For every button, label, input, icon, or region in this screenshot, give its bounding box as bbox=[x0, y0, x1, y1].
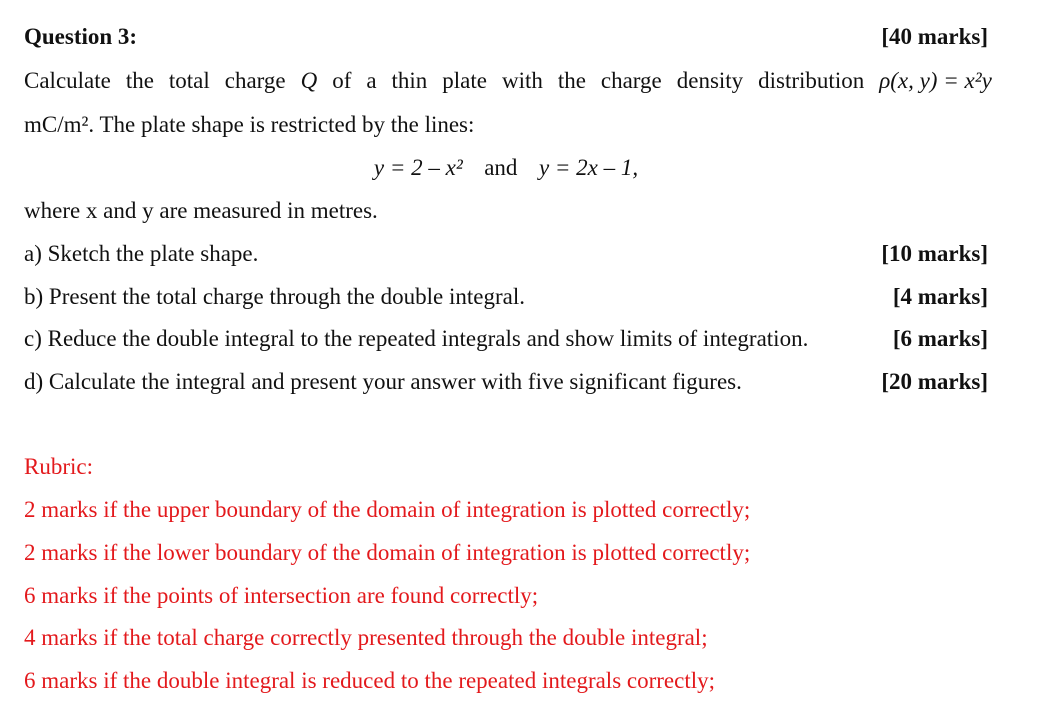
intro-word: of bbox=[332, 68, 352, 93]
where-line: where x and y are measured in metres. bbox=[24, 198, 378, 223]
density-formula: ρ(x, y) = x²y bbox=[879, 68, 992, 93]
rubric-item: 2 marks if the lower boundary of the domain of integration is plotted correctly; bbox=[24, 540, 751, 565]
intro-line bbox=[24, 68, 992, 94]
intro-word: total bbox=[168, 68, 210, 93]
part-b-marks: [4 marks] bbox=[892, 284, 988, 309]
intro-word: Calculate bbox=[24, 68, 111, 93]
intro-word: density bbox=[676, 68, 744, 93]
part-d-marks: [20 marks] bbox=[881, 369, 988, 394]
part-b-text: b) Present the total charge through the double integral. bbox=[24, 284, 525, 309]
intro-word: the bbox=[125, 68, 154, 93]
boundary-and: and bbox=[484, 155, 518, 180]
total-marks: [40 marks] bbox=[881, 24, 988, 49]
part-a-marks: [10 marks] bbox=[881, 241, 988, 266]
intro-word: thin bbox=[391, 68, 428, 93]
intro-word-charge-symbol: Q bbox=[300, 68, 318, 93]
part-d-text: d) Calculate the integral and present your answer with five significant figures. bbox=[24, 369, 742, 394]
rubric-item: 4 marks if the total charge correctly presented through the double integral; bbox=[24, 625, 708, 650]
boundary-equations bbox=[0, 155, 1012, 181]
rubric-item: 6 marks if the points of intersection are found correctly; bbox=[24, 583, 539, 608]
intro-word: a bbox=[366, 68, 377, 93]
intro-word: plate bbox=[442, 68, 487, 93]
intro-word: charge bbox=[600, 68, 662, 93]
rubric-title: Rubric: bbox=[24, 454, 93, 479]
part-c-text: c) Reduce the double integral to the repeated integrals and show limits of integration. bbox=[24, 326, 809, 351]
rubric-item: 2 marks if the upper boundary of the domain of integration is plotted correctly; bbox=[24, 497, 751, 522]
intro-word: distribution bbox=[758, 68, 865, 93]
intro-word: with bbox=[501, 68, 543, 93]
part-c-marks: [6 marks] bbox=[892, 326, 988, 351]
boundary-equation-2: y = 2x – 1, bbox=[538, 155, 639, 180]
part-a-text: a) Sketch the plate shape. bbox=[24, 241, 259, 266]
rubric-item: 6 marks if the double integral is reduced to the repeated integrals correctly; bbox=[24, 668, 716, 693]
intro-word: charge bbox=[224, 68, 286, 93]
intro-word: the bbox=[557, 68, 586, 93]
question-title: Question 3: bbox=[24, 24, 138, 49]
units-line: mC/m². The plate shape is restricted by the lines: bbox=[24, 112, 475, 137]
boundary-equation-1: y = 2 – x² bbox=[373, 155, 463, 180]
